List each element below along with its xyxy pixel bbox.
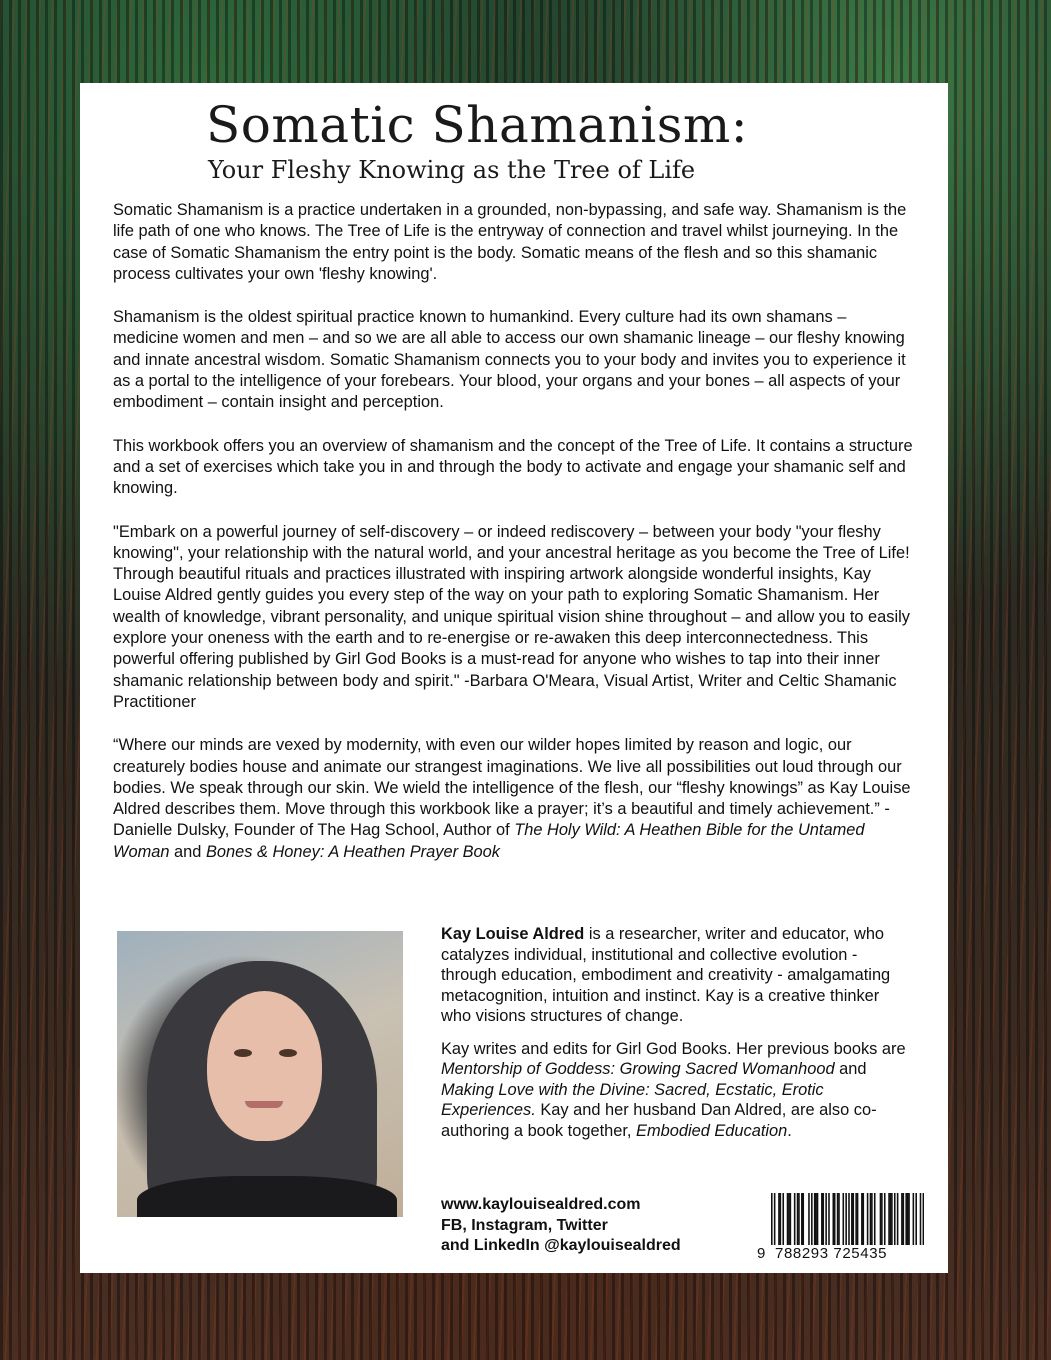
barcode-bar [790,1193,792,1245]
barcode-bar [853,1193,855,1245]
blurb-paragraph-workbook: This workbook offers you an overview of shamanism and the concept of the Tree of Life. It contains a structure and a set of exercises which take you in and through the body to activate and engage your shamanic self and knowing. [113,436,913,498]
author-bio-paragraph [441,924,911,1027]
barcode-bar [798,1193,800,1245]
barcode-bar [801,1193,803,1245]
book-subtitle: Your Fleshy Knowing as the Tree of Life [208,156,696,184]
barcode-bar [843,1193,845,1245]
barcode-bar [870,1193,872,1245]
isbn-digits: 788293 725435 [775,1245,888,1262]
author-bio-text: is a researcher, writer and educator, who catalyzes individual, institutional and collective evolution - through education, embodiment and creativity - amalgamating metacognition, intuition and instinct. Kay is a creative thinker who visions structures of change. [441,925,891,1025]
author-books-paragraph [441,1039,911,1142]
book-title-bones-honey: Bones & Honey: A Heathen Prayer Book [205,842,500,861]
barcode-bar [913,1193,915,1245]
barcode-bar [880,1193,882,1245]
barcode-bar [837,1193,839,1245]
barcode-bar [845,1193,847,1245]
barcode-bar [780,1193,782,1245]
author-books-text-c: Kay and her husband Dan Aldred, are also co-authoring a book together, [441,1101,877,1140]
barcode-bar [851,1193,853,1245]
author-website: www.kaylouisealdred.com [441,1196,641,1213]
barcode-bar [861,1193,863,1245]
barcode-bar [797,1193,799,1245]
barcode-bar [817,1193,819,1245]
book-title-mentorship: Mentorship of Goddess: Growing Sacred Womanhood [441,1060,835,1078]
barcode-bar [881,1193,883,1245]
endorsement-omeara: "Embark on a powerful journey of self-discovery – or indeed rediscovery – between your body "your fleshy knowing", your relationship with the natural world, and your ancestral heritage as you become the Tree of Life! Through beautiful rituals and practices illustrated with inspiring artwork alongside wonderful insights, Kay Louise Aldred gently guides you every step of the way on your path to exploring Somatic Shamanism. Her wealth of knowledge, vibrant personality, and unique spiritual vision shine throughout – and allow you to easily explore your oneness with the earth and to re-energise or re-awaken this deep interconnectedness. This powerful offering published by Girl God Books is a must-read for anyone who wishes to tap into their inner shamanic relationship between body and spirit." -Barbara O'Meara, Visual Artist, Writer and Celtic Shamanic Practitioner [113,522,910,711]
barcode-bar [891,1193,893,1245]
barcode-bar [771,1193,773,1245]
barcode-bar [905,1193,907,1245]
barcode-bar [888,1193,890,1245]
author-books-text-a: Kay writes and edits for Girl God Books. Her previous books are [441,1039,906,1058]
author-books-text-d: . [787,1121,792,1140]
barcode-bar [814,1193,816,1245]
barcode-bar [822,1193,824,1245]
isbn-prefix-digit: 9 [757,1245,766,1262]
barcode-bar [915,1193,917,1245]
endorsement-dulsky-text: “Where our minds are vexed by modernity, with even our wilder hopes limited by reason and logic, our creaturely bodies house and animate our strangest imaginations. We live all possibilities out loud through our bodies. We speak through our skin. We wield the intelligence of the flesh, our “fleshy knowings” as Kay Louise Aldred describes them. Move through this workbook like a prayer; it’s a beautiful and timely achievement.” -Danielle Dulsky, Founder of The Hag School, Author of [113,736,911,840]
author-name: Kay Louise Aldred [441,925,585,943]
barcode-bar [825,1193,827,1245]
barcode-bar [863,1193,865,1245]
barcode-bar [923,1193,924,1245]
barcode-bar [782,1193,784,1245]
book-title-holy-wild: The Holy Wild: A Heathen Bible for the Untamed Woman [113,821,865,861]
barcode-bar [815,1193,817,1245]
barcode-bar [834,1193,836,1245]
barcode-bar [788,1193,790,1245]
barcode-bar [871,1193,873,1245]
barcode-bar [808,1193,810,1245]
book-title-embodied-education: Embodied Education [636,1121,788,1140]
barcode-bar [890,1193,892,1245]
barcode-bar [857,1193,859,1245]
book-title-making-love: Making Love with the Divine: Sacred, Ecstatic, Erotic Experiences. [441,1080,824,1119]
blurb-section [113,200,913,885]
author-contact [441,1195,761,1257]
barcode-bar [920,1193,922,1245]
barcode-bars [771,1193,924,1245]
barcode-bar [828,1193,830,1245]
barcode-bar [774,1193,776,1245]
author-bio [441,924,911,1153]
barcode-bar [848,1193,850,1245]
isbn-barcode [757,1193,924,1267]
barcode-bar [901,1193,903,1245]
author-social-line-1: FB, Instagram, Twitter [441,1216,608,1234]
barcode-bar [908,1193,910,1245]
book-title: Somatic Shamanism: [206,96,749,154]
endorsement-dulsky [113,735,913,863]
barcode-bar [867,1193,869,1245]
blurb-paragraph-shamanism: Shamanism is the oldest spiritual practice known to humankind. Every culture had its own shamans – medicine women and men – and so we are all able to access our own shamanic lineage – our fleshy knowing and innate ancestral wisdom. Somatic Shamanism connects you to your body and invites you to experience it as a portal to the intelligence of your forebears. Your blood, your organs and your bones – all aspects of your embodiment – contain insight and perception. [113,308,906,412]
barcode-bar [903,1193,905,1245]
barcode-bar [855,1193,857,1245]
barcode-bar [884,1193,886,1245]
barcode-bar [778,1193,780,1245]
barcode-bar [802,1193,804,1245]
author-social-line-2: and LinkedIn @kaylouisealdred [441,1237,681,1254]
barcode-bar [811,1193,813,1245]
author-books-text-b: and [834,1060,867,1078]
barcode-bar [907,1193,909,1245]
barcode-bar [787,1193,789,1245]
blurb-paragraph-intro: Somatic Shamanism is a practice undertaken in a grounded, non-bypassing, and safe way. Shamanism is the life path of one who knows. The Tree of Life is the entryway of connection and travel whilst journeying. In the case of Somatic Shamanism the entry point is the body. Somatic means of the flesh and so this shamanic process cultivates your own 'fleshy knowing'. [113,201,907,283]
barcode-bar [897,1193,899,1245]
barcode-bar [838,1193,840,1245]
barcode-bar [874,1193,876,1245]
barcode-bar [794,1193,796,1245]
barcode-bar [821,1193,823,1245]
author-photo [117,931,403,1217]
conjunction-text: and [169,842,206,861]
barcode-bar [832,1193,834,1245]
barcode-bar [894,1193,896,1245]
